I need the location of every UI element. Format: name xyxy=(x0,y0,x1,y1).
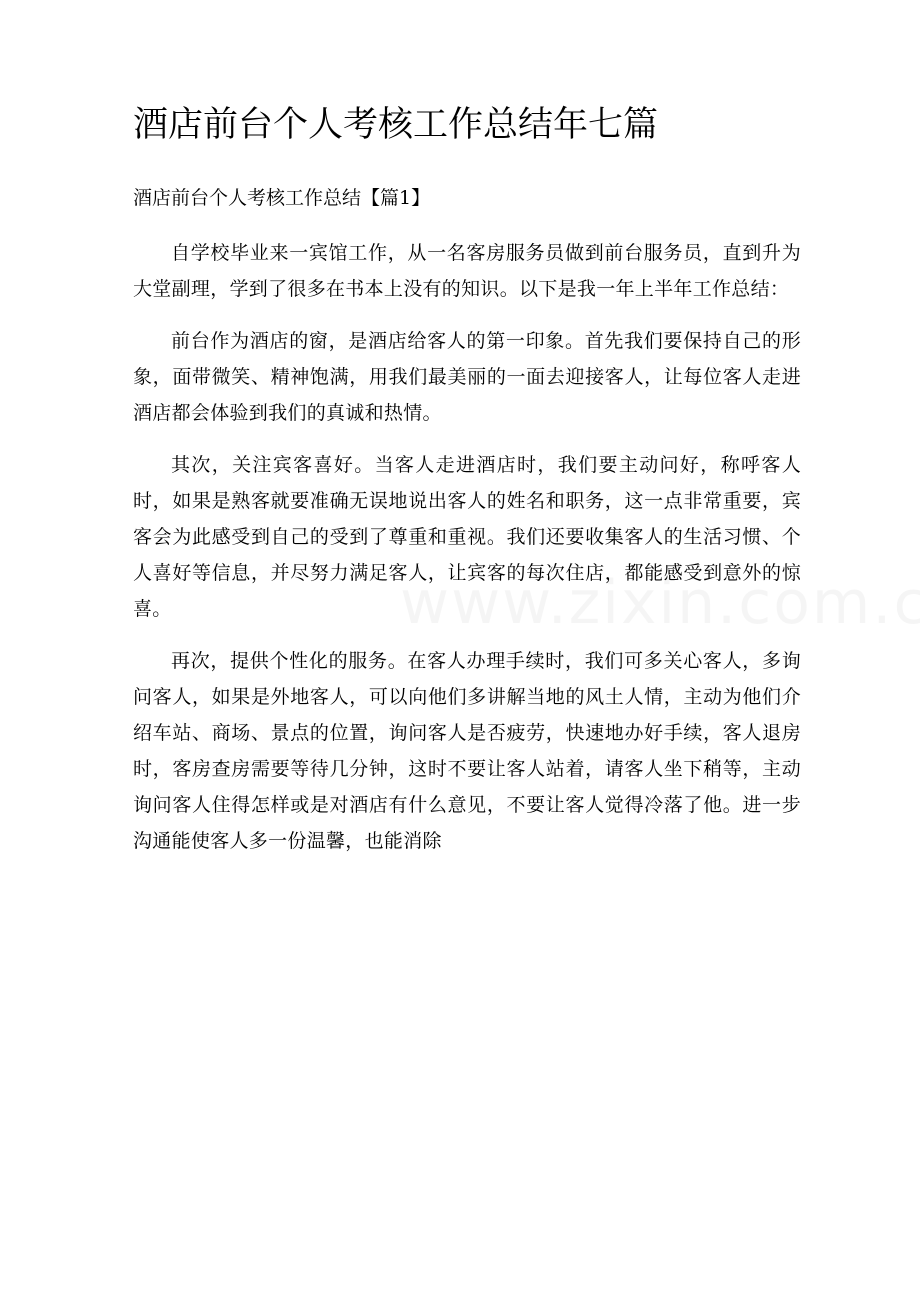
body-text xyxy=(133,235,801,875)
paragraph-1: 自学校毕业来一宾馆工作，从一名客房服务员做到前台服务员，直到升为大堂副理，学到了很多在书本上没有的知识。以下是我一年上半年工作总结： xyxy=(133,242,801,300)
paragraph-2: 前台作为酒店的窗，是酒店给客人的第一印象。首先我们要保持自己的形象，面带微笑、精神饱满，用我们最美丽的一面去迎接客人，让每位客人走进酒店都会体验到我们的真诚和热情。 xyxy=(133,330,801,424)
section-heading: 酒店前台个人考核工作总结【篇1】 xyxy=(133,187,431,209)
document-title: 酒店前台个人考核工作总结年七篇 xyxy=(133,105,659,145)
paragraph-4: 再次，提供个性化的服务。在客人办理手续时，我们可多关心客人，多询问客人，如果是外地客人，可以向他们多讲解当地的风土人情，主动为他们介绍车站、商场、景点的位置，询问客人是否疲劳，快速地办好手续，客人退房时，客房查房需要等待几分钟，这时不要让客人站着，请客人坐下稍等，主动询问客人住得怎样或是对酒店有什么意见，不要让客人觉得冷落了他。进一步沟通能使客人多一份温馨，也能消除 xyxy=(133,650,801,852)
paragraph-3: 其次，关注宾客喜好。当客人走进酒店时，我们要主动问好，称呼客人时，如果是熟客就要准确无误地说出客人的姓名和职务，这一点非常重要，宾客会为此感受到自己的受到了尊重和重视。我们还要收集客人的生活习惯、个人喜好等信息，并尽努力满足客人，让宾客的每次住店，都能感受到意外的惊喜。 xyxy=(133,454,801,620)
